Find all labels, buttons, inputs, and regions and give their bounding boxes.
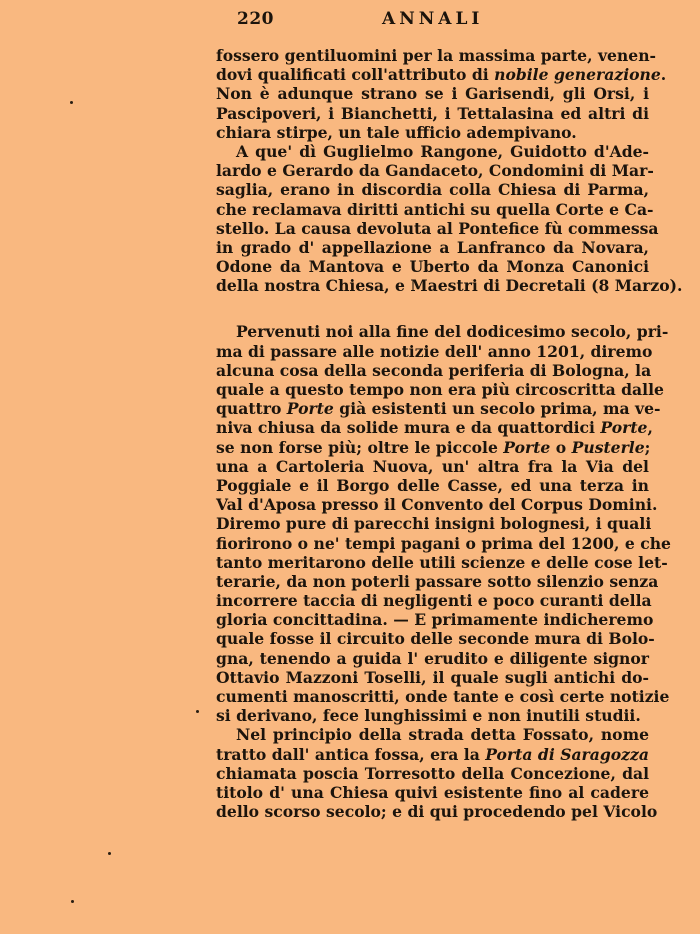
text-line: quale a questo tempo non era più circoscritta dalle	[216, 380, 664, 399]
text-line: dello scorso secolo; e di qui procedendo pel Vicolo	[216, 802, 658, 822]
text-line: incorrere taccia di negligenti e poco curanti della	[216, 591, 652, 611]
text-line: chiamata poscia Torresotto della Concezione, dal	[216, 763, 649, 783]
text-line: della nostra Chiesa, e Maestri di Decretali (8 Marzo).	[216, 276, 683, 296]
text-line: terarie, da non poterli passare sotto silenzio senza	[216, 571, 659, 591]
text-line: in grado d' appellazione a Lanfranco da Novara,	[216, 237, 649, 257]
text-line: quale fosse il circuito delle seconde mura di Bolo-	[216, 629, 655, 649]
text-line: Ottavio Mazzoni Toselli, il quale sugli antichi do-	[216, 667, 649, 687]
text-line: niva chiusa da solide mura e da quattordici Porte,	[216, 418, 653, 438]
scan-speck	[71, 900, 74, 903]
text-line: alcuna cosa della seconda periferia di Bologna, la	[216, 360, 652, 380]
text-line: tanto meritarono delle utili scienze e delle cose let-	[216, 552, 668, 572]
text-line: dovi qualificati coll'attributo di nobile generazione.	[216, 65, 667, 85]
text-line: lardo e Gerardo da Gandaceto, Condomini di Mar-	[216, 161, 654, 181]
scan-speck	[108, 852, 111, 855]
text-line: gloria concittadina. — E primamente indicheremo	[216, 610, 654, 630]
text-line: Pascipoveri, i Bianchetti, i Tettalasina ed altri di	[216, 103, 649, 123]
text-line: saglia, erano in discordia colla Chiesa di Parma,	[216, 180, 649, 200]
text-line: Val d'Aposa presso il Convento del Corpus Domini.	[216, 495, 658, 515]
paragraph-gap	[216, 295, 649, 322]
text-line: fossero gentiluomini per la massima parte, venen-	[216, 46, 656, 65]
page-number: 220	[237, 9, 274, 29]
text-line: gna, tenendo a guida l' erudito e diligente signor	[216, 648, 649, 668]
text-line: ma di passare alle notizie dell' anno 1201, diremo	[216, 341, 653, 361]
page-header	[237, 9, 497, 31]
text-line: A que' dì Guglielmo Rangone, Guidotto d'Ade-	[236, 141, 649, 161]
text-line: che reclamava diritti antichi su quella Corte e Ca-	[216, 199, 654, 219]
text-line: si derivano, fece lunghissimi e non inutili studii.	[216, 706, 641, 726]
text-line: Diremo pure di parecchi insigni bolognesi, i quali	[216, 514, 652, 534]
text-line: quattro Porte già esistenti un secolo prima, ma ve-	[216, 399, 661, 419]
body-text	[216, 46, 683, 822]
text-line: Odone da Mantova e Uberto da Monza Canonici	[216, 257, 649, 277]
text-line: Poggiale e il Borgo delle Casse, ed una terza in	[216, 475, 649, 495]
text-line: Pervenuti noi alla fine del dodicesimo secolo, pri-	[236, 322, 669, 342]
text-line: chiara stirpe, un tale ufficio adempivano.	[216, 122, 577, 142]
text-line: fiorirono o ne' tempi pagani o prima del 1200, e che	[216, 533, 671, 553]
text-line: cumenti manoscritti, onde tante e così certe notizie	[216, 687, 670, 706]
scan-speck	[196, 710, 199, 713]
text-line: una a Cartoleria Nuova, un' altra fra la Via del	[216, 456, 649, 476]
text-line: titolo d' una Chiesa quivi esistente fino al cadere	[216, 782, 649, 802]
text-line: stello. La causa devoluta al Pontefice fù commessa	[216, 218, 659, 238]
text-line: Non è adunque strano se i Garisendi, gli Orsi, i	[216, 84, 649, 104]
scan-speck	[70, 101, 73, 104]
text-line: se non forse più; oltre le piccole Porte o Pusterle;	[216, 437, 651, 457]
text-line: Nel principio della strada detta Fossato, nome	[236, 725, 649, 745]
running-head: ANNALI	[382, 9, 484, 29]
text-line: tratto dall' antica fossa, era la Porta di Saragozza	[216, 744, 649, 764]
